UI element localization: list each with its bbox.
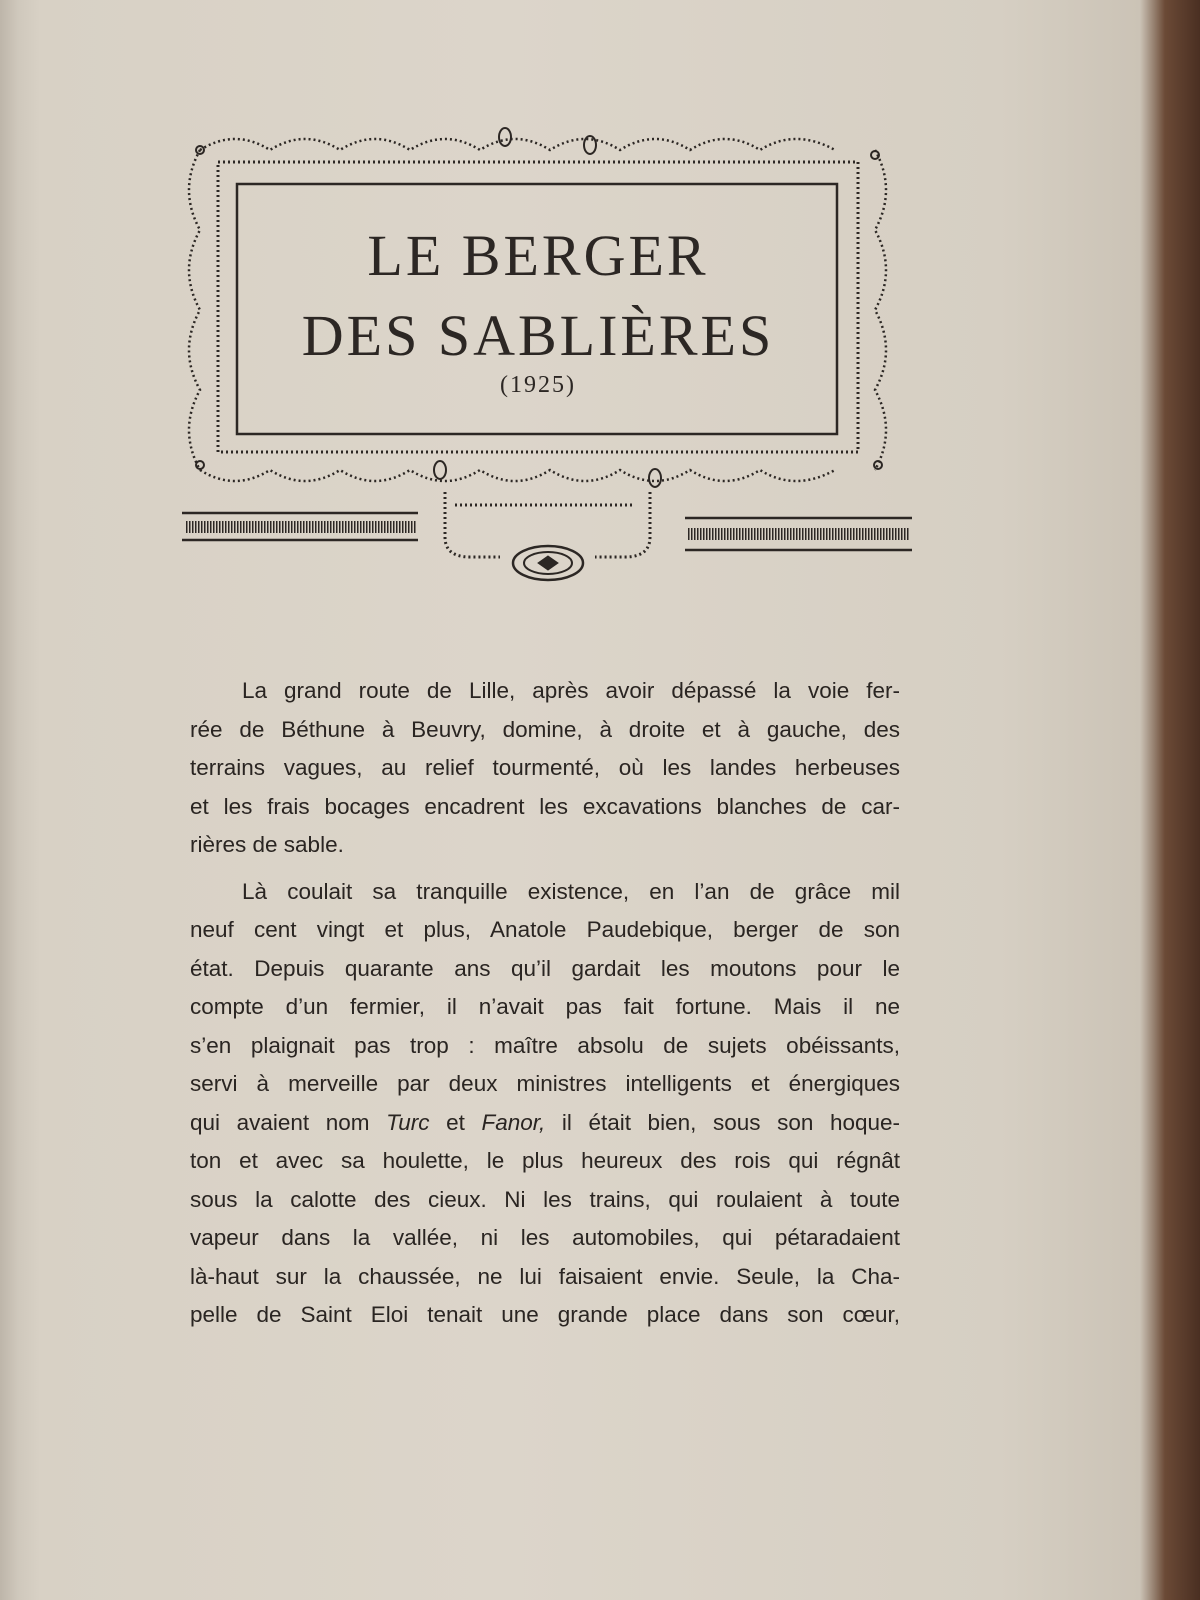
title-line-2: DES SABLIÈRES xyxy=(301,303,775,368)
text-line: neuf cent vingt et plus, Anatole Paudebique, berger de son xyxy=(190,917,900,942)
text-line: là-haut sur la chaussée, ne lui faisaient envie. Seule, la Cha- xyxy=(190,1263,900,1289)
text-line: rières de sable. xyxy=(190,832,344,857)
text-line: terrains vagues, au relief tourmenté, où les landes herbeuses xyxy=(190,755,900,780)
italic-name-turc: Turc xyxy=(386,1109,430,1135)
text-line: vapeur dans la vallée, ni les automobiles, qui pétaradaient xyxy=(190,1225,900,1250)
text-segment: qui avaient nom xyxy=(190,1109,387,1135)
text-line: et les frais bocages encadrent les excavations blanches de car- xyxy=(190,793,900,819)
text-line: servi à merveille par deux ministres intelligents et énergiques xyxy=(190,1071,900,1096)
text-line-with-italics xyxy=(190,1104,900,1143)
italic-name-fanor: Fanor, xyxy=(481,1109,546,1135)
text-line: s’en plaignait pas trop : maître absolu de sujets obéissants, xyxy=(190,1032,900,1058)
body-text xyxy=(190,672,900,1335)
text-line: sous la calotte des cieux. Ni les trains, qui roulaient à toute xyxy=(190,1186,900,1212)
title-year: (1925) xyxy=(500,372,576,398)
text-line: Là coulait sa tranquille existence, en l’an de grâce mil xyxy=(242,878,900,904)
text-segment: il était bien, sous son hoque- xyxy=(545,1109,900,1135)
text-segment: et xyxy=(429,1109,482,1135)
text-line: pelle de Saint Eloi tenait une grande place dans son cœur, xyxy=(190,1302,900,1327)
text-line: ton et avec sa houlette, le plus heureux des rois qui régnât xyxy=(190,1148,900,1173)
text-line: état. Depuis quarante ans qu’il gardait les moutons pour le xyxy=(190,955,900,981)
right-rule xyxy=(685,518,912,550)
text-line: compte d’un fermier, il n’avait pas fait fortune. Mais il ne xyxy=(190,994,900,1019)
paragraph-2 xyxy=(190,873,900,1335)
text-line: La grand route de Lille, après avoir dépassé la voie fer- xyxy=(242,678,900,703)
left-rule xyxy=(182,513,418,540)
title-line-1: LE BERGER xyxy=(367,223,709,288)
paragraph-1 xyxy=(190,672,900,865)
text-line: rée de Béthune à Beuvry, domine, à droite et à gauche, des xyxy=(190,716,900,742)
